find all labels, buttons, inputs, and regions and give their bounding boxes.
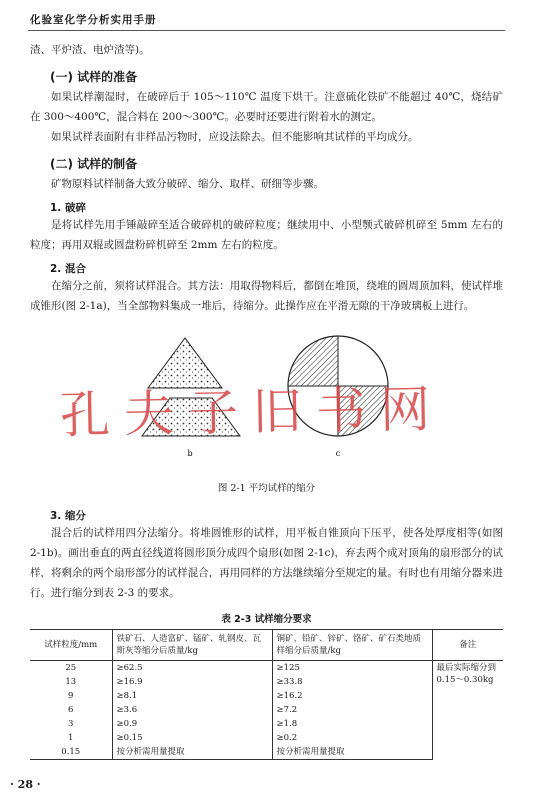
cell-copper-mass: ≥33.8 [272,675,432,689]
cell-size: 0.15 [30,745,112,760]
cell-copper-mass: ≥16.2 [272,689,432,703]
cell-iron-mass: ≥3.6 [112,703,272,717]
cell-size: 3 [68,719,74,729]
section1-paragraph-1: 如果试样潮湿时，在破碎后于 105～110℃ 温度下烘干。注意硫化铁矿不能超过 40℃，烧结矿在 300～400℃，混合料在 200～300℃。必要时还要进行附着水的测定。 [30,91,503,123]
cell-copper-mass: ≥125 [272,661,432,676]
cell-size: 6 [68,705,74,715]
col-header-remarks: 备注 [432,630,503,661]
watermark: 孔夫子旧书网 [59,379,445,445]
subsection-mixing-heading: 2. 混合 [50,263,86,275]
subsection-division-text: 混合后的试样用四分法缩分。将堆圆锥形的试样，用平板自锥顶向下压平，使各处厚度相等(如图 2-1b)。画出垂直的两直径线道将圆形顶分成四个扇形(如图 2-1c)，弃去两个成对顶角的扇形部分的试样，将剩余的两个扇形部分的试样混合，再用同样的方法继续缩分至规定的量。有时也有用缩分器来进行。进行缩分到表 2-3 的要求。 [30,527,503,599]
cell-size: 13 [65,677,77,687]
figure-label-c: c [335,449,341,458]
cell-size: 25 [65,663,77,673]
section1-heading: (一) 试样的准备 [50,70,138,84]
cell-iron-mass: ≥8.1 [112,689,272,703]
section1-paragraph-2: 如果试样表面附有非样品污物时，应设法除去。但不能影响其试样的平均成分。 [51,131,419,143]
table-caption: 表 2-3 试样缩分要求 [221,614,312,625]
cell-iron-mass: ≥0.9 [112,717,272,731]
subsection-crushing-text: 是将试样先用手锤敲碎至适合破碎机的破碎粒度；继续用中、小型颚式破碎机碎至 5mm 左右的粒度；再用双辊或圆盘粉碎机碎至 2mm 左右的粒度。 [30,219,503,251]
cell-size: 9 [68,691,74,701]
subsection-mixing-text: 在缩分之前，须将试样混合。其方法：用取得物料后，都倒在堆顶，绕堆的圆周顶加料，使试样堆成锥形(图 2-1a)，当全部物料集成一堆后，待缩分。此操作应在平滑无隙的干净玻璃板上进行。 [30,280,503,312]
figure-caption: 图 2-1 平均试样的缩分 [217,483,316,494]
cell-iron-mass: ≥62.5 [112,661,272,676]
subsection-division-heading: 3. 缩分 [50,510,86,522]
col-header-iron-ore: 铁矿石、人造富矿、锰矿、轧钢皮、瓦斯灰等缩分后质量/kg [112,630,272,661]
running-title: 化验室化学分析实用手册 [30,14,157,26]
cell-copper-mass: ≥1.8 [272,717,432,731]
table-header-row [30,630,503,661]
subsection-crushing-heading: 1. 破碎 [50,202,86,214]
intro-line: 渣、平炉渣、电炉渣等)。 [30,44,150,56]
cell-copper-mass: ≥0.2 [272,731,432,745]
col-header-copper-ore: 铜矿、铅矿、锌矿、铬矿、矿石类地质样缩分后质量/kg [272,630,432,661]
cell-iron-mass: ≥16.9 [112,675,272,689]
figure-label-b: b [187,449,193,458]
section2-intro: 矿物原料试样制备大致分破碎、缩分、取样、研细等步骤。 [51,178,324,190]
cell-copper-mass: ≥7.2 [272,703,432,717]
cell-iron-mass: ≥0.15 [112,731,272,745]
col-header-particle-size: 试样粒度/mm [30,630,112,661]
header-rule [28,30,505,31]
cell-remarks: 最后实际缩分到 0.15～0.30kg [432,661,503,760]
cell-iron-mass: 按分析需用量提取 [112,745,272,760]
table-row [30,661,503,676]
cell-size: 1 [68,733,74,743]
cell-copper-mass: 按分析需用量提取 [272,745,432,760]
page-number: · 28 · [10,778,41,791]
section2-heading: (二) 试样的制备 [50,157,138,171]
sample-division-table [30,629,503,760]
